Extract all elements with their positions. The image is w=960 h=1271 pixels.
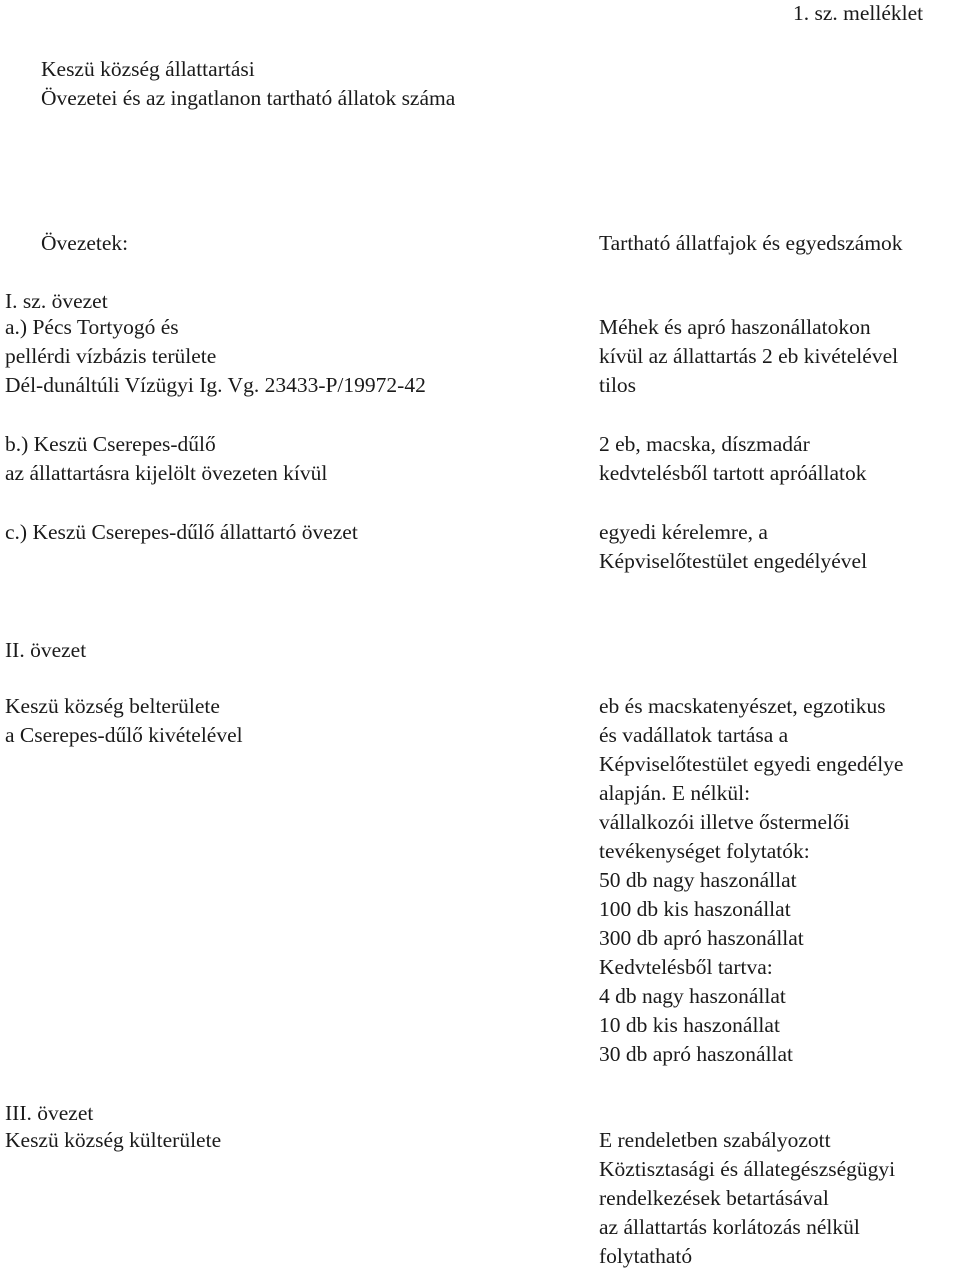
zone-2-rule-line: 100 db kis haszonállat [599, 897, 791, 921]
zone-1-heading: I. sz. övezet [5, 289, 108, 313]
zone-2-rule-line: eb és macskatenyészet, egzotikus [599, 694, 886, 718]
zone-2-rule-line: 50 db nagy haszonállat [599, 868, 797, 892]
zone-1b-rule-line: kedvtelésből tartott apróállatok [599, 461, 867, 485]
zone-2-line: Keszü község belterülete [5, 694, 220, 718]
zone-1b-description [5, 430, 327, 488]
zone-2-rule-line: és vadállatok tartása a [599, 723, 789, 747]
zone-2-rule-line: vállalkozói illetve őstermelői [599, 810, 850, 834]
zone-1a-rule-line: Méhek és apró haszonállatokon [599, 315, 871, 339]
zone-1a-rule-line: kívül az állattartás 2 eb kivételével [599, 344, 899, 368]
zone-3-rule-line: E rendeletben szabályozott [599, 1128, 831, 1152]
zone-1a-line: Dél-dunáltúli Vízügyi Ig. Vg. 23433-P/19972-42 [5, 373, 426, 397]
zone-1a-line: pellérdi vízbázis területe [5, 344, 217, 368]
zones-column-header: Övezetek: [41, 231, 129, 255]
annex-label: 1. sz. melléklet [793, 1, 924, 25]
zone-2-heading: II. övezet [5, 638, 87, 662]
zone-2-rule-line: tevékenységet folytatók: [599, 839, 810, 863]
zone-3-description [5, 1126, 221, 1155]
zone-1a-description [5, 313, 426, 400]
zone-1b-rules [599, 430, 866, 488]
zone-2-rule-line: alapján. E nélkül: [599, 781, 751, 805]
zone-3-rule-line: folytatható [599, 1244, 693, 1268]
zone-1c-rules [599, 518, 867, 576]
zone-2-line: a Cserepes-dűlő kivételével [5, 723, 243, 747]
zone-2-rules [599, 692, 903, 1069]
animals-column-header: Tartható állatfajok és egyedszámok [599, 231, 903, 255]
zone-1b-line: b.) Keszü Cserepes-dűlő [5, 432, 216, 456]
zone-3-rule-line: Köztisztasági és állategészségügyi [599, 1157, 896, 1181]
document-title-line-2: Övezetei és az ingatlanon tartható állatok száma [41, 86, 456, 110]
zone-3-heading: III. övezet [5, 1101, 94, 1125]
zone-3-line: Keszü község külterülete [5, 1128, 222, 1152]
zone-2-rule-line: Képviselőtestület egyedi engedélye [599, 752, 904, 776]
zone-3-rule-line: rendelkezések betartásával [599, 1186, 829, 1210]
zone-2-description [5, 692, 243, 750]
zone-1a-line: a.) Pécs Tortyogó és [5, 315, 179, 339]
zone-2-rule-line: 30 db apró haszonállat [599, 1042, 794, 1066]
document-title-line-1: Keszü község állattartási [41, 57, 255, 81]
zone-1c-description [5, 518, 358, 547]
zone-2-rule-line: 10 db kis haszonállat [599, 1013, 780, 1037]
zone-1c-rule-line: Képviselőtestület engedélyével [599, 549, 868, 573]
zone-1b-rule-line: 2 eb, macska, díszmadár [599, 432, 810, 456]
zone-1b-line: az állattartásra kijelölt övezeten kívül [5, 461, 328, 485]
zone-3-rules [599, 1126, 895, 1271]
zone-1c-line: c.) Keszü Cserepes-dűlő állattartó övezet [5, 520, 358, 544]
zone-2-rule-line: Kedvtelésből tartva: [599, 955, 773, 979]
zone-1a-rule-line: tilos [599, 373, 637, 397]
zone-2-rule-line: 4 db nagy haszonállat [599, 984, 786, 1008]
zone-2-rule-line: 300 db apró haszonállat [599, 926, 804, 950]
zone-1c-rule-line: egyedi kérelemre, a [599, 520, 768, 544]
zone-1a-rules [599, 313, 898, 400]
zone-3-rule-line: az állattartás korlátozás nélkül [599, 1215, 860, 1239]
